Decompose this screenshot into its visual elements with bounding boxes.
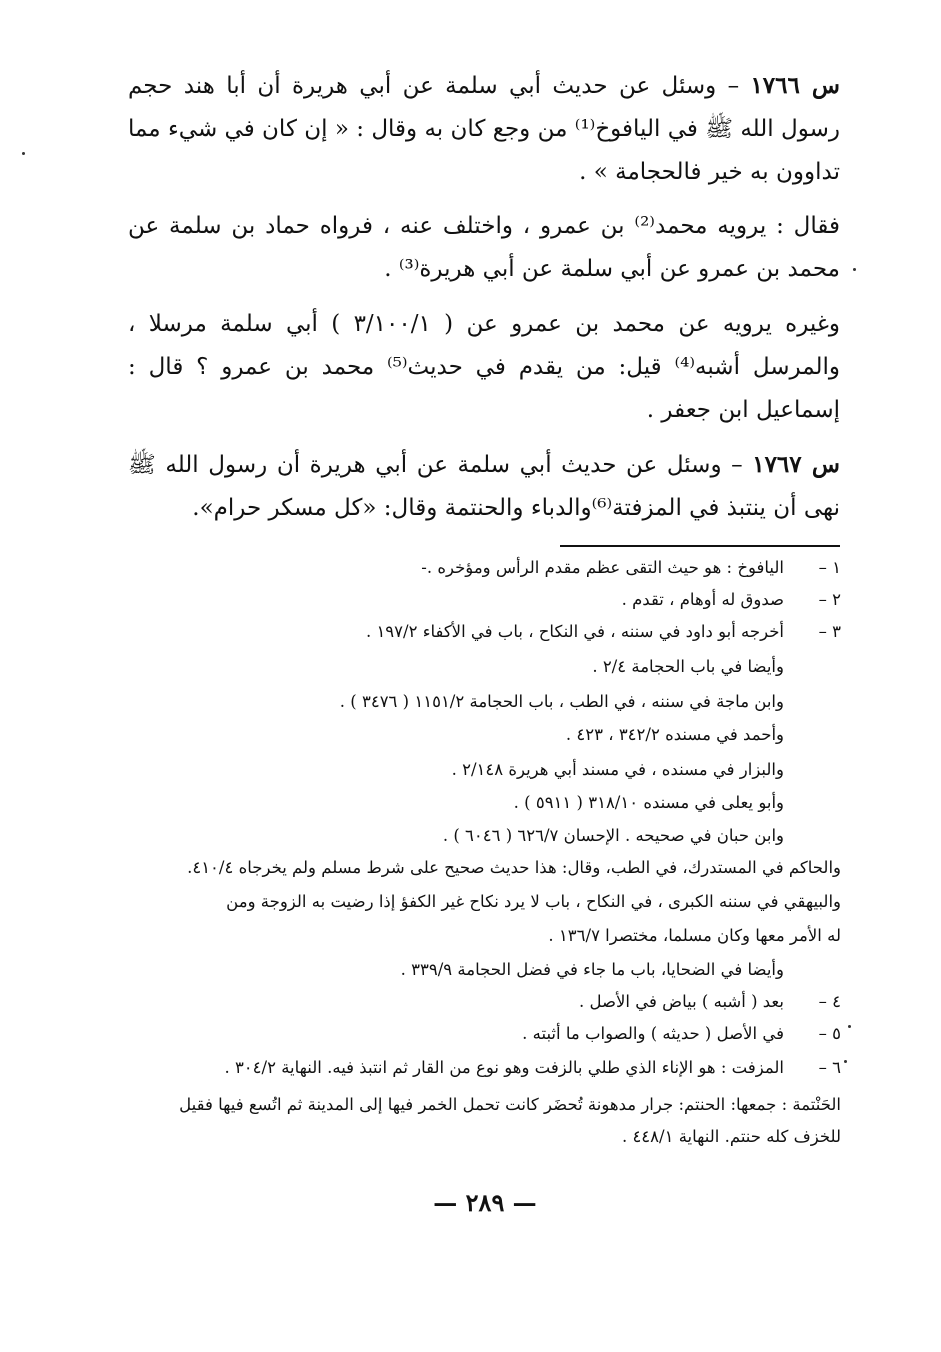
footnote-text: الحَنْتمة : جمعها: الحنتم: جرار مدهونة تُحضَر كانت تحمل الخمر فيها إلى المدينة ثم اتُسع فيها فقيل bbox=[179, 1095, 841, 1114]
footnote-text: للخزف كله حنتم. النهاية ٤٤٨/١ . bbox=[621, 1127, 841, 1146]
footnote-text: له الأمر معها وكان مسلما، مختصرا ١٣٦/٧ . bbox=[548, 926, 841, 945]
question-number: س ١٧٦٧ bbox=[752, 451, 840, 478]
question-number: س ١٧٦٦ bbox=[750, 72, 840, 99]
scan-speck bbox=[22, 152, 25, 155]
footnote-text: أخرجه أبو داود في سننه ، في النكاح ، باب في الأكفاء ١٩٧/٢ . bbox=[365, 622, 784, 641]
footnote-text: وأيضا في باب الحجامة ٢/٤ . bbox=[592, 657, 784, 676]
paragraph-text: فقال : يرويه محمد⁽²⁾ بن عمرو ، واختلف عنه ، فرواه حماد بن سلمة عن محمد بن عمرو عن أبي سلمة عن أبي هريرة⁽³⁾ . bbox=[128, 213, 840, 282]
footnote-number: ٥ – bbox=[818, 1024, 841, 1043]
paragraph-text: – وسئل عن حديث أبي سلمة عن أبي هريرة أن رسول الله ﷺ نهى أن ينتبذ في المزفتة⁽⁶⁾والدباء والحنتمة وقال: «كل مسكر حرام». bbox=[128, 452, 840, 521]
scan-speck bbox=[853, 268, 856, 271]
footnote-number: ١ – bbox=[818, 558, 841, 577]
footnote-text: اليافوخ : هو حيث التقى عظم مقدم الرأس ومؤخره .- bbox=[421, 558, 784, 577]
footnote-text: والبزار في مسنده ، في مسند أبي هريرة ٢/١٤٨ . bbox=[451, 760, 784, 779]
paragraph-text: – وسئل عن حديث أبي سلمة عن أبي هريرة أن أبا هند حجم رسول الله ﷺ في اليافوخ⁽¹⁾ من وجع كان به وقال : « إن كان في شيء مما تداوون به خير فالحجامة » . bbox=[128, 73, 840, 185]
footnote-text: بعد ( أشبه ) بياض في الأصل . bbox=[579, 992, 784, 1011]
footnote-number: ٢ – bbox=[818, 590, 841, 609]
footnote-separator bbox=[560, 545, 840, 547]
footnote-text: صدوق له أوهام ، تقدم . bbox=[621, 590, 784, 609]
paragraph-answer-1766-cont bbox=[128, 303, 840, 432]
footnote-text: وأيضا في الضحايا، باب ما جاء في فضل الحجامة ٣٣٩/٩ . bbox=[400, 960, 784, 979]
footnote-text: وابن ماجة في سننه ، في الطب ، باب الحجامة ١١٥١/٢ ( ٣٤٧٦ ) . bbox=[339, 692, 784, 711]
footnote-text: في الأصل ( حديثه ) والصواب ما أثبته . bbox=[522, 1024, 784, 1043]
footnote-text: المزفت : هو الإناء الذي طلي بالزفت وهو نوع من القار ثم انتبذ فيه. النهاية ٣٠٤/٢ . bbox=[224, 1058, 784, 1077]
footnote-text: وأحمد في مسنده ٣٤٢/٢ ، ٤٢٣ . bbox=[565, 725, 784, 744]
page-number: — ٢٨٩ — bbox=[433, 1188, 537, 1217]
footnote-text: والحاكم في المستدرك، في الطب، وقال: هذا حديث صحيح على شرط مسلم ولم يخرجاه ٤١٠/٤. bbox=[187, 858, 841, 877]
paragraph-text: وغيره يرويه عن محمد بن عمرو عن ( ٣/١٠٠/١ ) أبي سلمة مرسلا ، والمرسل أشبه⁽⁴⁾ قيل: من يقدم في حديث⁽⁵⁾ محمد بن عمرو ؟ قال : إسماعيل ابن جعفر . bbox=[128, 311, 841, 423]
paragraph-question-1767 bbox=[128, 443, 840, 530]
paragraph-answer-1766 bbox=[128, 205, 840, 291]
footnote-text: وابن حبان في صحيحه . الإحسان ٦٢٦/٧ ( ٦٠٤٦ ) . bbox=[442, 826, 784, 845]
scan-speck bbox=[844, 1060, 847, 1063]
footnote-number: ٦ – bbox=[818, 1058, 841, 1077]
footnote-number: ٣ – bbox=[818, 622, 841, 641]
footnote-text: وأبو يعلى في مسنده ٣١٨/١٠ ( ٥٩١١ ) . bbox=[513, 793, 784, 812]
footnote-number: ٤ – bbox=[818, 992, 841, 1011]
paragraph-question-1766 bbox=[128, 64, 840, 194]
footnote-text: والبيهقي في سننه الكبرى ، في النكاح ، باب لا يرد نكاح غير الكفؤ إذا رضيت به الزوجة ومن bbox=[226, 892, 841, 911]
scan-speck bbox=[848, 1025, 851, 1028]
